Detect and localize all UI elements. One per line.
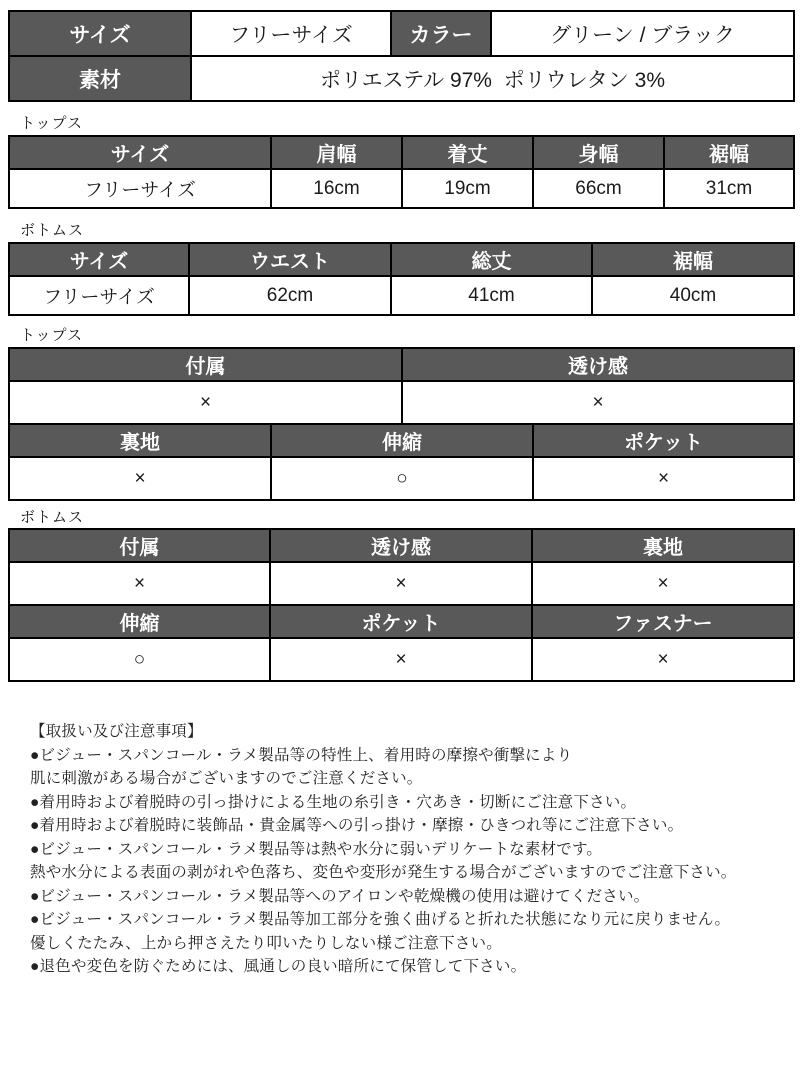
feature-header: ファスナー bbox=[532, 605, 794, 638]
measurement-value: 31cm bbox=[664, 169, 794, 208]
measurement-value: 16cm bbox=[271, 169, 402, 208]
note-line: ●ビジュー・スパンコール・ラメ製品等加工部分を強く曲げると折れた状態になり元に戻りません。 bbox=[30, 911, 731, 928]
measurement-value: 66cm bbox=[533, 169, 664, 208]
note-line: 肌に刺激がある場合がございますのでご注意ください。 bbox=[30, 770, 423, 787]
bottoms-features-label: ボトムス bbox=[20, 509, 85, 526]
feature-header: 裏地 bbox=[9, 424, 271, 457]
feature-header: 伸縮 bbox=[271, 424, 533, 457]
size-value-cell: フリーサイズ bbox=[191, 11, 391, 56]
table-row bbox=[9, 348, 794, 381]
note-line: ●退色や変色を防ぐためには、風通しの良い暗所にて保管して下さい。 bbox=[30, 958, 527, 975]
feature-header: 付属 bbox=[9, 348, 402, 381]
table-row bbox=[9, 605, 794, 638]
table-row bbox=[9, 457, 794, 500]
column-header: サイズ bbox=[9, 136, 271, 169]
feature-mark: × bbox=[402, 381, 794, 424]
measurement-value: フリーサイズ bbox=[9, 169, 271, 208]
measurement-value: フリーサイズ bbox=[9, 276, 189, 315]
note-line: ●ビジュー・スパンコール・ラメ製品等の特性上、着用時の摩擦や衝撃により bbox=[30, 746, 573, 764]
table-row bbox=[9, 638, 794, 681]
feature-mark: ○ bbox=[9, 638, 270, 681]
feature-header: 透け感 bbox=[402, 348, 794, 381]
tops-features-label: トップス bbox=[20, 327, 83, 344]
column-header: 身幅 bbox=[533, 136, 664, 169]
note-line: ●着用時および着脱時の引っ掛けによる生地の糸引き・穴あき・切断にご注意下さい。 bbox=[30, 793, 637, 811]
feature-mark: × bbox=[533, 457, 794, 500]
note-line: ●ビジュー・スパンコール・ラメ製品等へのアイロンや乾燥機の使用は避けてください。 bbox=[30, 887, 650, 905]
feature-mark: × bbox=[9, 457, 271, 500]
tops-measurements-table bbox=[8, 135, 795, 209]
table-row bbox=[9, 136, 794, 169]
table-row bbox=[9, 276, 794, 315]
table-row bbox=[9, 529, 794, 562]
measurement-value: 62cm bbox=[189, 276, 391, 315]
table-row bbox=[9, 381, 794, 424]
handling-notes bbox=[8, 720, 793, 979]
table-row bbox=[9, 243, 794, 276]
table-row bbox=[9, 169, 794, 208]
feature-mark: × bbox=[532, 562, 794, 605]
note-line: ●着用時および着脱時に装飾品・貴金属等への引っ掛け・摩擦・ひきつれ等にご注意下さい。 bbox=[30, 817, 684, 834]
spec-table bbox=[8, 10, 795, 102]
note-line: ●ビジュー・スパンコール・ラメ製品等は熱や水分に弱いデリケートな素材です。 bbox=[30, 840, 603, 858]
feature-mark: × bbox=[9, 562, 270, 605]
bottoms-features-table bbox=[8, 528, 795, 682]
tops-measurements-label: トップス bbox=[20, 115, 83, 132]
column-header: 肩幅 bbox=[271, 136, 402, 169]
feature-header: 付属 bbox=[9, 529, 270, 562]
notes-title: 【取扱い及び注意事項】 bbox=[30, 723, 203, 740]
feature-header: 裏地 bbox=[532, 529, 794, 562]
measurement-value: 40cm bbox=[592, 276, 794, 315]
column-header: 裾幅 bbox=[664, 136, 794, 169]
material-value-cell: ポリエステル 97% ポリウレタン 3% bbox=[191, 56, 794, 101]
feature-mark: × bbox=[270, 638, 532, 681]
measurement-value: 41cm bbox=[391, 276, 592, 315]
feature-mark: × bbox=[270, 562, 532, 605]
table-row bbox=[9, 424, 794, 457]
column-header: 着丈 bbox=[402, 136, 533, 169]
size-header-cell: サイズ bbox=[9, 11, 191, 56]
feature-mark: × bbox=[532, 638, 794, 681]
feature-header: 透け感 bbox=[270, 529, 532, 562]
color-value-cell: グリーン / ブラック bbox=[491, 11, 794, 56]
table-row bbox=[9, 562, 794, 605]
column-header: サイズ bbox=[9, 243, 189, 276]
tops-features-table bbox=[8, 347, 795, 501]
note-line: 熱や水分による表面の剥がれや色落ち、変色や変形が発生する場合がございますのでご注意下さい。 bbox=[30, 864, 737, 881]
measurement-value: 19cm bbox=[402, 169, 533, 208]
bottoms-measurements-table bbox=[8, 242, 795, 316]
feature-header: 伸縮 bbox=[9, 605, 270, 638]
column-header: 総丈 bbox=[391, 243, 592, 276]
feature-mark: ○ bbox=[271, 457, 533, 500]
column-header: 裾幅 bbox=[592, 243, 794, 276]
note-line: 優しくたたみ、上から押さえたり叩いたりしない様ご注意下さい。 bbox=[30, 934, 502, 952]
column-header: ウエスト bbox=[189, 243, 391, 276]
feature-header: ポケット bbox=[533, 424, 794, 457]
feature-mark: × bbox=[9, 381, 402, 424]
material-header-cell: 素材 bbox=[9, 56, 191, 101]
feature-header: ポケット bbox=[270, 605, 532, 638]
bottoms-measurements-label: ボトムス bbox=[20, 222, 85, 239]
color-header-cell: カラー bbox=[391, 11, 491, 56]
